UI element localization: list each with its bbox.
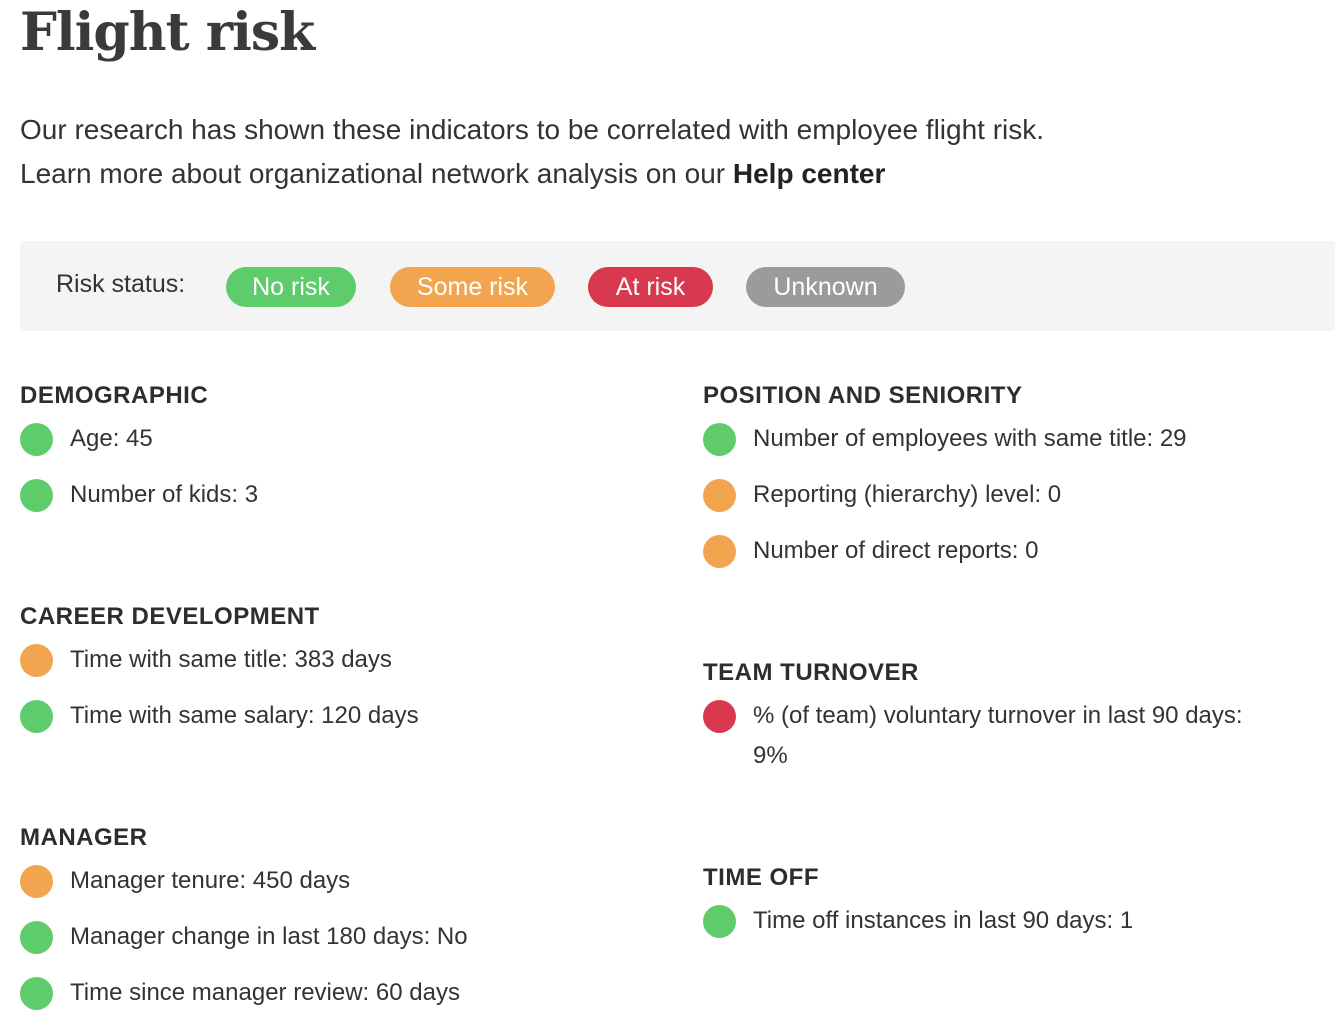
- indicator-item: [703, 531, 1343, 571]
- page-title: Flight risk: [20, 2, 315, 63]
- indicator-list: [703, 901, 1343, 941]
- intro-line-2-text: Learn more about organizational network analysis on our: [20, 158, 733, 189]
- indicator-text: Time off instances in last 90 days: 1: [753, 907, 1134, 934]
- indicator-text: Manager change in last 180 days: No: [70, 923, 468, 950]
- risk-dot-icon: [703, 423, 736, 456]
- indicator-item: [20, 861, 660, 901]
- section-demographic: [20, 381, 660, 531]
- risk-status-legend: [20, 241, 1335, 331]
- intro-text: [20, 108, 1320, 196]
- indicator-list: [703, 419, 1343, 571]
- indicator-item: [20, 640, 660, 680]
- section-title: CAREER DEVELOPMENT: [20, 603, 320, 630]
- indicator-item: [703, 475, 1343, 515]
- risk-dot-icon: [20, 977, 53, 1010]
- risk-dot-icon: [20, 423, 53, 456]
- risk-dot-icon: [20, 700, 53, 733]
- risk-dot-icon: [20, 865, 53, 898]
- indicator-item: [20, 419, 660, 459]
- risk-dot-icon: [703, 479, 736, 512]
- intro-line-2: [20, 152, 1320, 196]
- intro-line-1: Our research has shown these indicators to be correlated with employee flight risk.: [20, 114, 1045, 145]
- indicator-list: [20, 419, 660, 515]
- indicator-item: [20, 917, 660, 957]
- indicator-list: [703, 696, 1263, 776]
- section-title: TEAM TURNOVER: [703, 659, 919, 686]
- indicator-text: Manager tenure: 450 days: [70, 867, 351, 894]
- status-pill-unknown: Unknown: [746, 267, 905, 307]
- indicator-text: Age: 45: [70, 425, 153, 452]
- section-career-development: [20, 602, 660, 752]
- indicator-item: [703, 419, 1343, 459]
- risk-dot-icon: [703, 700, 736, 733]
- section-time-off: [703, 863, 1343, 957]
- indicator-text: Number of employees with same title: 29: [753, 425, 1187, 452]
- status-pill-some-risk: Some risk: [390, 267, 555, 307]
- risk-dot-icon: [703, 905, 736, 938]
- status-pill-at-risk: At risk: [588, 267, 713, 307]
- risk-dot-icon: [20, 479, 53, 512]
- indicator-text: % (of team) voluntary turnover in last 90 days: 9%: [753, 702, 1243, 769]
- section-title: MANAGER: [20, 824, 148, 851]
- indicator-item: [703, 901, 1343, 941]
- risk-dot-icon: [20, 644, 53, 677]
- risk-dot-icon: [20, 921, 53, 954]
- section-title: POSITION AND SENIORITY: [703, 382, 1023, 409]
- indicator-text: Reporting (hierarchy) level: 0: [753, 481, 1062, 508]
- indicator-item: [20, 475, 660, 515]
- section-position-seniority: [703, 381, 1343, 587]
- indicator-text: Number of direct reports: 0: [753, 537, 1039, 564]
- help-center-link[interactable]: Help center: [732, 158, 886, 189]
- indicator-text: Time with same title: 383 days: [70, 646, 392, 673]
- section-manager: [20, 823, 660, 1029]
- indicator-text: Time since manager review: 60 days: [70, 979, 460, 1006]
- indicator-item: [20, 696, 660, 736]
- indicator-text: Time with same salary: 120 days: [70, 702, 419, 729]
- section-team-turnover: [703, 658, 1263, 792]
- indicator-text: Number of kids: 3: [70, 481, 259, 508]
- indicator-item: [20, 973, 660, 1013]
- indicator-item: [703, 696, 1263, 776]
- status-pill-no-risk: No risk: [226, 267, 356, 307]
- section-title: DEMOGRAPHIC: [20, 382, 209, 409]
- indicator-list: [20, 861, 660, 1013]
- risk-dot-icon: [703, 535, 736, 568]
- risk-status-label: Risk status:: [56, 270, 186, 298]
- section-title: TIME OFF: [703, 864, 819, 891]
- indicator-list: [20, 640, 660, 736]
